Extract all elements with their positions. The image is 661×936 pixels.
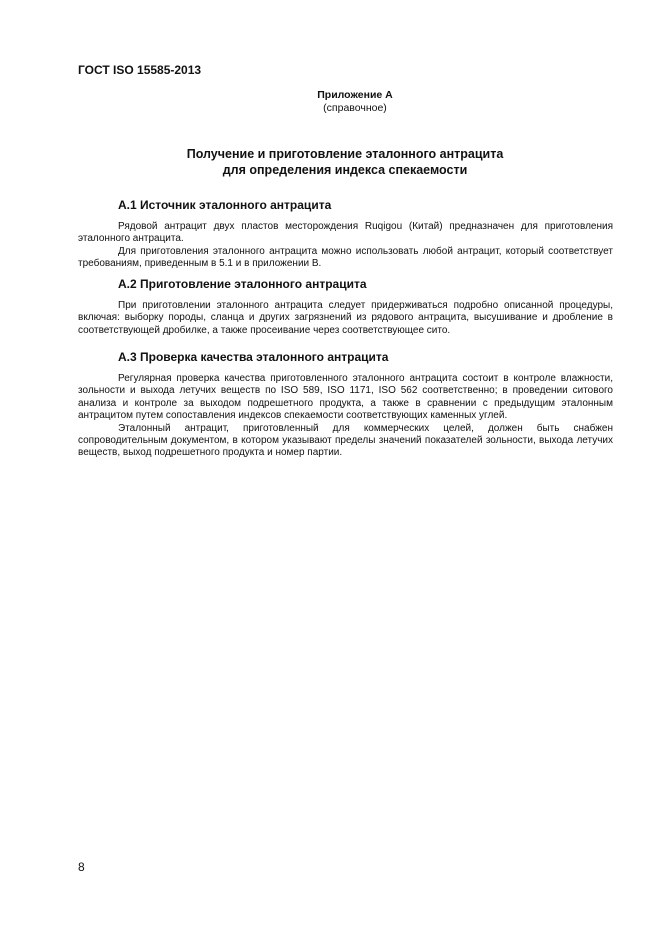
section-a2 [78,277,613,337]
section-heading: А.1 Источник эталонного антрацита [118,198,332,212]
annex-label [240,89,470,115]
page-title-line-2: для определения индекса спекаемости [222,163,468,177]
section-heading: А.3 Проверка качества эталонного антрацита [118,350,389,364]
section-a3 [78,350,613,460]
paragraph: Для приготовления эталонного антрацита можно использовать любой антрацит, который соответствует требованиям, приведенным в 5.1 и в приложении В. [78,245,613,270]
section-heading: А.2 Приготовление эталонного антрацита [118,277,367,291]
section-a1 [78,198,613,271]
page-title [78,146,612,178]
paragraph: Рядовой антрацит двух пластов месторождения Ruqigou (Китай) предназначен для приготовления эталонного антрацита. [78,221,613,245]
page-title-line-1: Получение и приготовление эталонного антрацита [186,147,504,161]
page-number: 8 [78,860,85,874]
annex-subtitle: (справочное) [323,102,387,114]
paragraph: Эталонный антрацит, приготовленный для коммерческих целей, должен быть снабжен сопроводительным документом, в котором указывают пределы значений показателей зольности, выхода летучих веществ, выход подрешетного продукта и номер партии. [78,422,613,459]
document-code: ГОСТ ISO 15585-2013 [78,63,202,77]
paragraph: При приготовлении эталонного антрацита следует придерживаться подробно описанной процедуры, включая: выборку породы, сланца и других загрязнений из рядового антрацита, высушивание и дробление в соответствующей дробилке, а также просеивание через соответствующее сито. [78,300,613,336]
paragraph: Регулярная проверка качества приготовленного эталонного антрацита состоит в контроле влажности, зольности и выхода летучих веществ по ISO 589, ISO 1171, ISO 562 соответственно; в проведении ситового анализа и контроле за выходом подрешетного продукта, а также в сравнении с предыдущим эталонным антрацитом путем сопоставления индексов спекаемости соответствующих каменных углей. [78,373,613,422]
annex-title: Приложение А [317,89,393,101]
